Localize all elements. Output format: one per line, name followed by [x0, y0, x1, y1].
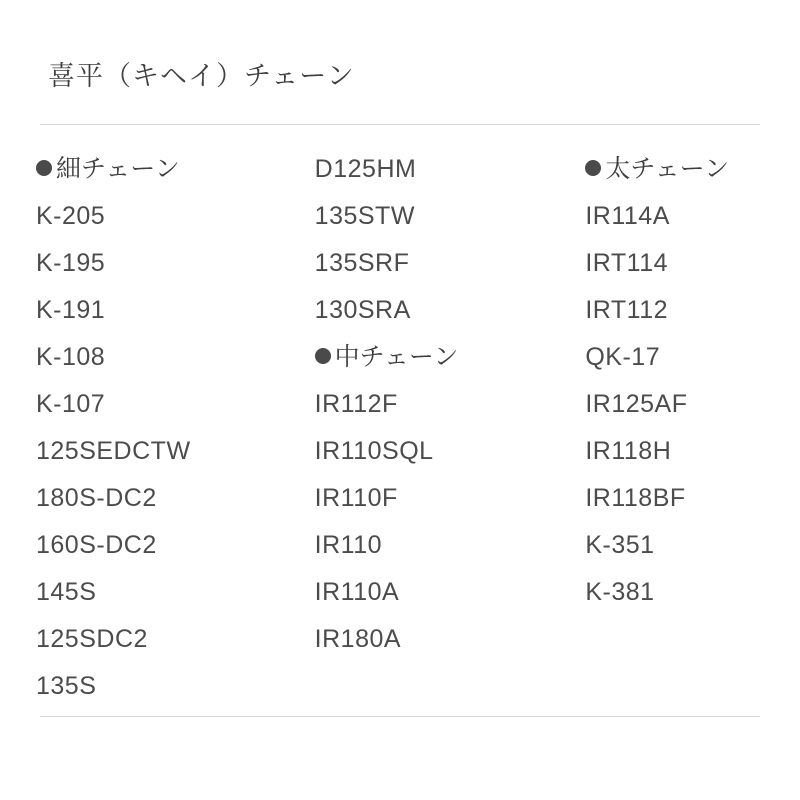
list-item: K-381: [585, 578, 655, 606]
list-item: IR112F: [314, 390, 398, 418]
divider-bottom: [40, 716, 760, 717]
group-heading-thick: [585, 146, 764, 193]
list-item: 135STW: [314, 202, 415, 230]
bullet-icon: [585, 160, 601, 176]
group-heading-label: 太チェーン: [605, 155, 730, 183]
list-item: IR110SQL: [314, 437, 434, 465]
page-title-block: [0, 60, 800, 110]
group-heading-medium: [315, 334, 522, 381]
group-heading-thin: [36, 146, 279, 193]
list-item: 125SEDCTW: [36, 437, 191, 465]
page-title: 喜平（キヘイ）チェーン: [48, 61, 355, 91]
bullet-icon: [36, 160, 52, 176]
list-item: IR118BF: [585, 484, 686, 512]
chain-column-medium: [279, 146, 522, 663]
list-item: 135SRF: [314, 249, 410, 277]
bullet-icon: [315, 348, 331, 364]
list-item: D125HM: [314, 155, 417, 183]
list-item: 145S: [36, 578, 97, 606]
chain-column-thick: [521, 146, 764, 616]
list-item: IR118H: [585, 437, 672, 465]
list-item: IRT112: [585, 296, 669, 324]
list-item: K-195: [36, 249, 106, 277]
list-item: 180S-DC2: [36, 484, 157, 512]
list-item: IR180A: [314, 625, 402, 653]
list-item: IRT114: [585, 249, 669, 277]
divider-top: [40, 124, 760, 125]
list-item: IR110F: [314, 484, 398, 512]
list-item: K-108: [36, 343, 106, 371]
list-item: 135S: [36, 672, 97, 700]
list-item: IR110A: [314, 578, 400, 606]
list-item: IR125AF: [585, 390, 688, 418]
list-item: 125SDC2: [36, 625, 148, 653]
list-item: IR110: [314, 531, 383, 559]
list-item: K-107: [36, 390, 106, 418]
chain-columns: [0, 146, 800, 710]
group-heading-label: 中チェーン: [334, 343, 459, 371]
group-heading-label: 細チェーン: [56, 155, 180, 183]
list-item: K-191: [36, 296, 106, 324]
list-item: QK-17: [585, 343, 661, 371]
list-item: K-205: [36, 202, 106, 230]
list-item: K-351: [585, 531, 655, 559]
list-item: 160S-DC2: [36, 531, 157, 559]
list-item: IR114A: [585, 202, 670, 230]
chain-column-thin: [36, 146, 279, 710]
list-item: 130SRA: [314, 296, 411, 324]
